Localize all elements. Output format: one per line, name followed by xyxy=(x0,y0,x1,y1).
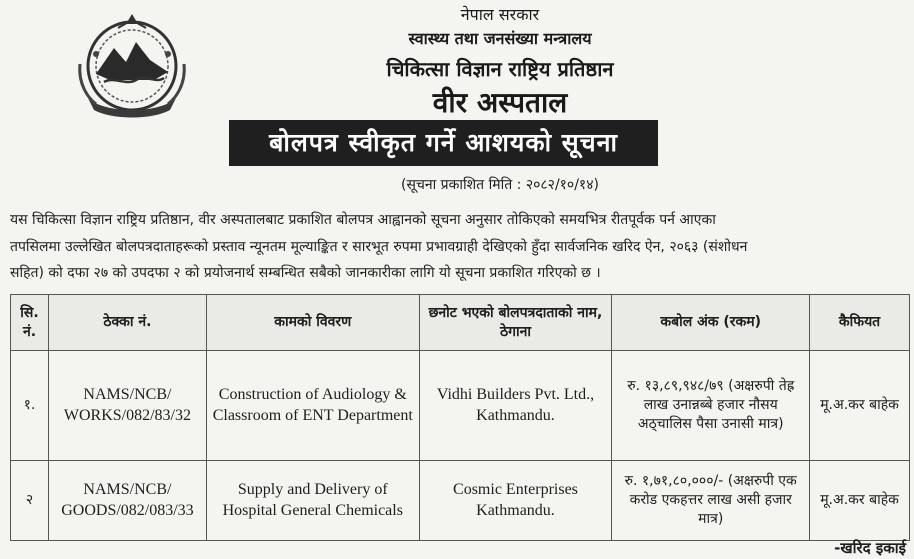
cell-contract-no: NAMS/NCB/ WORKS/082/83/32 xyxy=(48,351,206,461)
header-remarks: कैफियत xyxy=(810,295,910,351)
procurement-unit-signature: -खरिद इकाई xyxy=(834,539,906,557)
cell-description: Construction of Audiology & Classroom of ENT Department xyxy=(206,351,419,461)
hospital-name: वीर अस्पताल xyxy=(432,86,568,119)
notice-body-line: तपसिलमा उल्लेखित बोलपत्रदाताहरूको प्रस्ताव न्यूनतम मूल्याङ्कित र सारभूत रुपमा प्रभावग्राही देखिएको हुँदा सार्वजनिक खरिद ऐन, २०६३ (संशोधन xyxy=(10,238,748,255)
notice-body-line: यस चिकित्सा विज्ञान राष्ट्रिय प्रतिष्ठान, वीर अस्पतालबाट प्रकाशित बोलपत्र आह्वानको सूचना अनुसार तोकिएको समयभित्र रीतपूर्वक पर्न आएका xyxy=(10,212,716,228)
notice-body-line: सहित) को दफा २७ को उपदफा २ को प्रयोजनार्थ सम्बन्धित सबैको जानकारीका लागि यो सूचना प्रकाशित गरिएको छ । xyxy=(10,265,601,281)
cell-description: Supply and Delivery of Hospital General Chemicals xyxy=(206,461,419,541)
government-name: नेपाल सरकार xyxy=(460,5,540,24)
cell-amount: रु. १,७१,८०,०००/- (अक्षरुपी एक करोड एकहत्तर लाख असी हजार मात्र) xyxy=(612,461,810,541)
header-sn: सि. नं. xyxy=(11,295,49,351)
cell-amount: रु. १३,८९,९४८/७९ (अक्षरुपी तेह्र लाख उनान्नब्बे हजार नौसय अठ्चालिस पैसा उनासी मात्र) xyxy=(612,351,810,461)
cell-sn: २ xyxy=(11,461,49,541)
cell-bidder: Vidhi Builders Pvt. Ltd., Kathmandu. xyxy=(419,351,612,461)
table-row xyxy=(11,461,910,541)
table-header-row xyxy=(11,295,910,351)
header-description: कामको विवरण xyxy=(206,295,419,351)
cell-remarks: मू.अ.कर बाहेक xyxy=(810,461,910,541)
notice-title: बोलपत्र स्वीकृत गर्ने आशयको सूचना xyxy=(229,120,658,166)
bid-table xyxy=(10,294,910,541)
notice-body xyxy=(10,207,910,287)
ministry-name: स्वास्थ्य तथा जनसंख्या मन्त्रालय xyxy=(408,29,592,48)
header-bidder: छनोट भएको बोलपत्रदाताको नाम, ठेगाना xyxy=(419,295,612,351)
published-date: (सूचना प्रकाशित मिति : २०८२/१०/१४) xyxy=(401,177,599,193)
header-amount: कबोल अंक (रकम) xyxy=(612,295,810,351)
cell-bidder: Cosmic Enterprises Kathmandu. xyxy=(419,461,612,541)
cell-remarks: मू.अ.कर बाहेक xyxy=(810,351,910,461)
institution-name: चिकित्सा विज्ञान राष्ट्रिय प्रतिष्ठान xyxy=(386,57,614,81)
cell-contract-no: NAMS/NCB/ GOODS/082/083/33 xyxy=(48,461,206,541)
header-contract-no: ठेक्का नं. xyxy=(48,295,206,351)
nepal-government-emblem-icon xyxy=(74,14,190,122)
table-row xyxy=(11,351,910,461)
cell-sn: १. xyxy=(11,351,49,461)
